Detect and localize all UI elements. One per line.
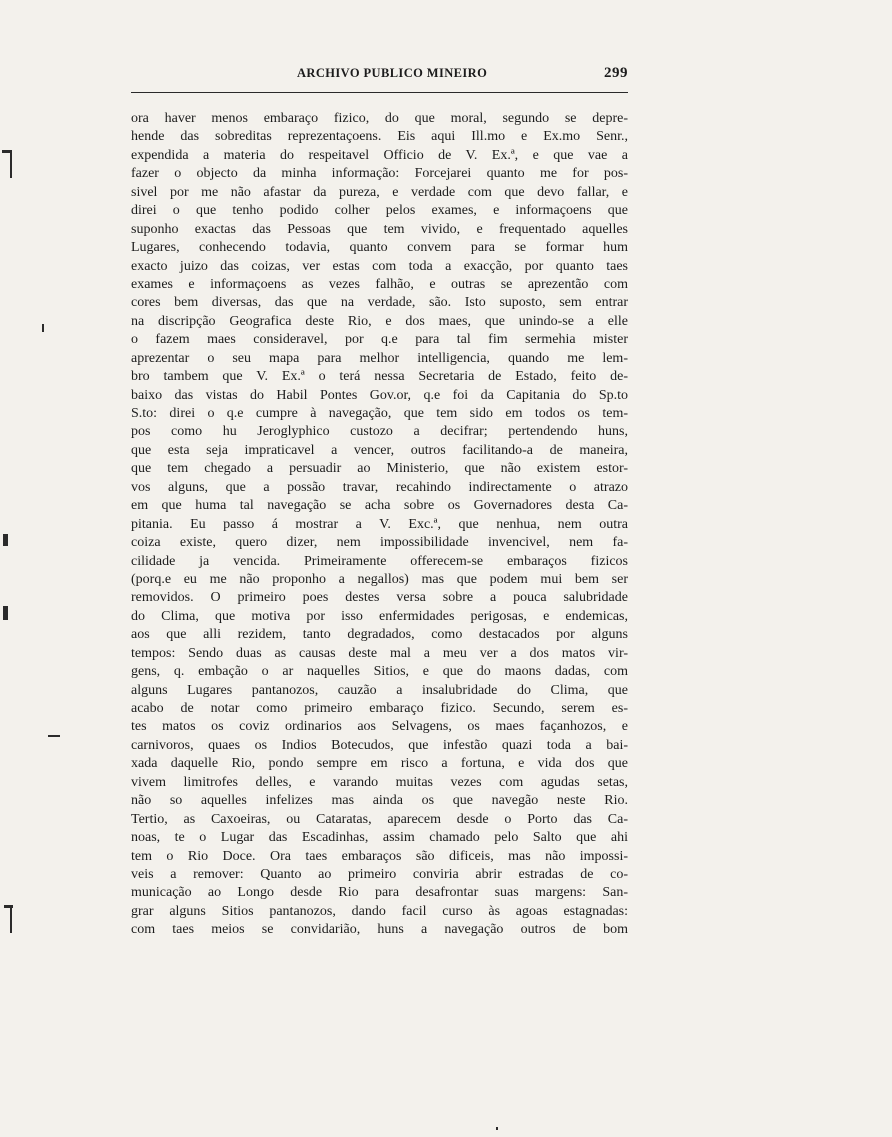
scan-mark [48, 735, 60, 737]
text-line: aos que alli rezidem, tanto degradados, como destacados por alguns [131, 627, 628, 643]
scan-mark [3, 534, 8, 546]
text-line: gens, q. embação o ar naquelles Sitios, e que do maons dadas, com [131, 664, 628, 680]
text-line: cilidade ja vencida. Primeiramente offerecem-se embaraços fizicos [131, 553, 628, 569]
running-title: ARCHIVO PUBLICO MINEIRO [297, 66, 488, 80]
text-line: tempos: Sendo duas as causas deste mal a meu ver a dos matos vir- [131, 645, 628, 661]
text-line: vivem limitrofes delles, e varando muitas vezes com agudas setas, [131, 774, 628, 790]
text-line: sivel por me não afastar da pureza, e verdade com que devo fallar, e [131, 184, 628, 200]
scan-mark [10, 905, 12, 933]
text-line: carnivoros, quaes os Indios Botecudos, que infestão quazi toda a bai- [131, 737, 628, 753]
text-line: cores bem diversas, das que na verdade, são. Isto suposto, sem entrar [131, 295, 628, 311]
text-line: tes matos os coviz ordinarios aos Selvagens, os maes façanhozos, e [131, 719, 628, 735]
scan-mark [42, 324, 44, 332]
text-line: municação ao Longo desde Rio para desafrontar suas margens: San- [131, 885, 628, 901]
text-line: baixo das vistas do Habil Pontes Gov.or, q.e foi da Capitania do Sp.to [131, 387, 628, 403]
text-line: exames e informaçoens as vezes falhão, e outras se aprezentão com [131, 276, 628, 292]
text-line: fazer o objecto da minha informação: Forcejarei quanto me for pos- [131, 166, 628, 182]
text-line: (porq.e eu me não proponho a negallos) mas que podem mui bem ser [131, 571, 628, 587]
text-line: na discripção Geografica deste Rio, e dos maes, que unindo-se a elle [131, 313, 628, 329]
header-rule [131, 92, 628, 93]
text-line: direi o que tenho podido colher pelos exames, e informaçoens que [131, 203, 628, 219]
text-line: expendida a materia do respeitavel Officio de V. Ex.ª, e que vae a [131, 147, 628, 163]
page-number: 299 [604, 65, 628, 81]
text-line: pitania. Eu passo á mostrar a V. Exc.ª, que nenhua, nem outra [131, 516, 628, 532]
text-line: hende das sobreditas reprezentaçoens. Eis aqui Ill.mo e Ex.mo Senr., [131, 129, 628, 145]
text-line: Lugares, conhecendo todavia, quanto convem para se formar hum [131, 240, 628, 256]
scan-mark [10, 150, 12, 178]
text-line: do Clima, que motiva por isso enfermidades perigosas, e endemicas, [131, 608, 628, 624]
text-line: aprezentar o seu mapa para melhor intelligencia, quando me lem- [131, 350, 628, 366]
text-line: ora haver menos embaraço fizico, do que moral, segundo se depre- [131, 111, 628, 126]
text-line: que tem chegado a persuadir ao Ministerio, que não existem estor- [131, 461, 628, 477]
text-line: tem o Rio Doce. Ora taes embaraços são dificeis, mas não impossi- [131, 848, 628, 864]
text-line: grar alguns Sitios pantanozos, dando facil curso às agoas estagnadas: [131, 903, 628, 919]
body-text [131, 110, 628, 940]
text-line: em que huma tal navegação se acha sobre os Governadores desta Ca- [131, 498, 628, 514]
text-line: suponho exactas das Pessoas que tem vivido, e frequentado aquelles [131, 221, 628, 237]
text-line: coiza existe, quero dizer, nem impossibilidade invencivel, nem fa- [131, 535, 628, 551]
text-line: noas, te o Lugar das Escadinhas, assim chamado pelo Salto que ahi [131, 830, 628, 846]
text-line: não so aquelles infelizes mas ainda os que navegão neste Rio. [131, 793, 628, 809]
text-line: vos alguns, que a possão travar, recahindo indirectamente o atrazo [131, 479, 628, 495]
scan-mark [496, 1127, 498, 1130]
text-line: veis a remover: Quanto ao primeiro conviria abrir estradas de co- [131, 866, 628, 882]
text-line: alguns Lugares pantanozos, cauzão a insalubridade do Clima, que [131, 682, 628, 698]
text-line: Tertio, as Caxoeiras, ou Cataratas, aparecem desde o Porto das Ca- [131, 811, 628, 827]
text-line: exacto juizo das coizas, ver estas com toda a exacção, por quanto taes [131, 258, 628, 274]
text-line: acabo de notar como primeiro embaraço fizico. Secundo, serem es- [131, 701, 628, 716]
text-line: que esta seja impraticavel a vencer, outros facilitando-a de maneira, [131, 442, 628, 458]
text-line: xada daquelle Rio, pondo sempre em risco a fortuna, e vida dos que [131, 756, 628, 772]
text-line: com taes meios se convidarião, huns a navegação outros de bom [131, 922, 628, 938]
running-header [131, 66, 628, 88]
text-line: o fazem maes consideravel, por q.e para tal fim sermehia mister [131, 332, 628, 348]
text-line: bro tambem que V. Ex.ª o terá nessa Secretaria de Estado, feito de- [131, 369, 628, 385]
text-line: S.to: direi o q.e cumpre à navegação, que tem sido em todos os tem- [131, 406, 628, 421]
scan-mark [3, 606, 8, 620]
text-line: removidos. O primeiro poes destes versa sobre a pouca salubridade [131, 590, 628, 606]
text-line: pos como hu Jeroglyphico custozo a decifrar; pertendendo huns, [131, 424, 628, 440]
